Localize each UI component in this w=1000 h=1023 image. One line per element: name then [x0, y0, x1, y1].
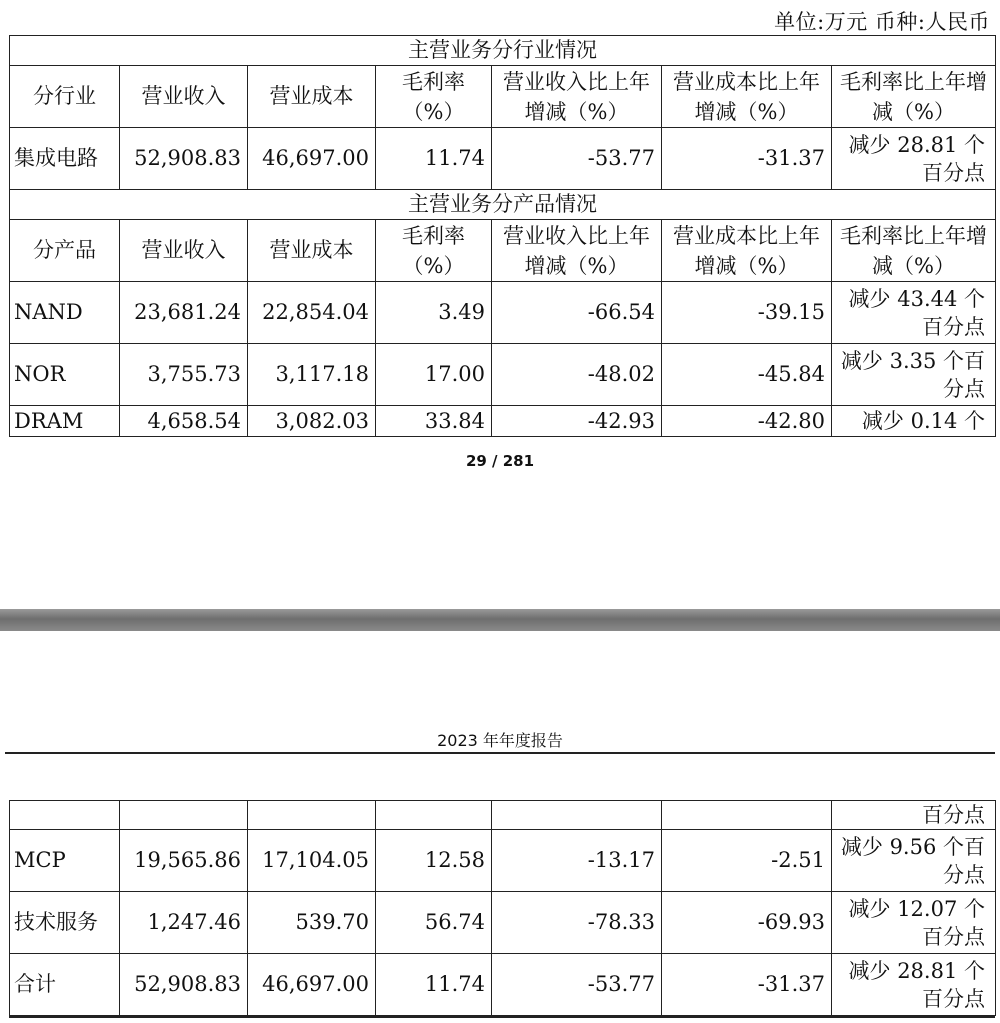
margin-cell: 17.00 — [376, 344, 492, 406]
table-row — [10, 344, 996, 406]
section-title-product: 主营业务分产品情况 — [10, 190, 996, 220]
cost-change-cell: -42.80 — [662, 406, 832, 437]
margin-change-cell: 减少 3.35 个百分点 — [832, 344, 996, 406]
header-cost-change: 营业成本比上年增减（%） — [662, 66, 832, 128]
header-margin-change: 毛利率比上年增减（%） — [832, 66, 996, 128]
table-row — [10, 406, 996, 437]
margin-change-cell: 减少 43.44 个百分点 — [832, 282, 996, 344]
row-name: 合计 — [10, 954, 120, 1016]
margin-cell: 3.49 — [376, 282, 492, 344]
table-row — [10, 128, 996, 190]
table-row — [10, 892, 996, 954]
cost-cell: 539.70 — [248, 892, 376, 954]
margin-change-cell: 减少 12.07 个百分点 — [832, 892, 996, 954]
cost-change-cell: -39.15 — [662, 282, 832, 344]
header-row-product — [10, 220, 996, 282]
header-row-industry — [10, 66, 996, 128]
report-header-title: 2023 年年度报告 — [437, 731, 563, 750]
revenue-cell: 4,658.54 — [120, 406, 248, 437]
margin-change-cell: 减少 28.81 个百分点 — [832, 954, 996, 1016]
revenue-cell: 1,247.46 — [120, 892, 248, 954]
revenue-change-cell: -78.33 — [492, 892, 662, 954]
revenue-cell: 52,908.83 — [120, 954, 248, 1016]
header-revenue-change: 营业收入比上年增减（%） — [492, 220, 662, 282]
revenue-change-cell: -53.77 — [492, 954, 662, 1016]
table-row — [10, 801, 996, 830]
table-row — [10, 954, 996, 1016]
margin-cell: 56.74 — [376, 892, 492, 954]
row-name: NAND — [10, 282, 120, 344]
cost-change-cell: -45.84 — [662, 344, 832, 406]
continuation-note: 百分点 — [832, 801, 996, 830]
page-break-divider — [0, 609, 1000, 631]
row-name: MCP — [10, 830, 120, 892]
cost-cell: 22,854.04 — [248, 282, 376, 344]
table-row — [10, 282, 996, 344]
table-bottom-rule — [9, 1016, 995, 1018]
margin-cell: 11.74 — [376, 128, 492, 190]
row-name: 技术服务 — [10, 892, 120, 954]
margin-change-cell: 减少 0.14 个 — [832, 406, 996, 437]
margin-cell: 12.58 — [376, 830, 492, 892]
section-title-industry: 主营业务分行业情况 — [10, 36, 996, 66]
header-revenue: 营业收入 — [120, 220, 248, 282]
main-business-table-page-29 — [9, 35, 996, 437]
revenue-change-cell: -48.02 — [492, 344, 662, 406]
row-name: DRAM — [10, 406, 120, 437]
header-revenue: 营业收入 — [120, 66, 248, 128]
margin-cell: 33.84 — [376, 406, 492, 437]
cost-change-cell: -2.51 — [662, 830, 832, 892]
revenue-cell: 19,565.86 — [120, 830, 248, 892]
cost-change-cell: -31.37 — [662, 128, 832, 190]
header-rule — [5, 752, 995, 754]
row-name: 集成电路 — [10, 128, 120, 190]
revenue-change-cell: -53.77 — [492, 128, 662, 190]
revenue-change-cell: -42.93 — [492, 406, 662, 437]
cost-cell: 3,117.18 — [248, 344, 376, 406]
cost-change-cell: -69.93 — [662, 892, 832, 954]
header-industry: 分行业 — [10, 66, 120, 128]
header-cost: 营业成本 — [248, 66, 376, 128]
margin-cell: 11.74 — [376, 954, 492, 1016]
header-margin: 毛利率（%） — [376, 66, 492, 128]
page-number: 29 / 281 — [465, 452, 535, 470]
main-business-table-continued — [9, 800, 996, 1016]
cost-cell: 46,697.00 — [248, 128, 376, 190]
header-revenue-change: 营业收入比上年增减（%） — [492, 66, 662, 128]
table-row — [10, 830, 996, 892]
header-cost: 营业成本 — [248, 220, 376, 282]
revenue-change-cell: -13.17 — [492, 830, 662, 892]
revenue-cell: 3,755.73 — [120, 344, 248, 406]
header-margin-change: 毛利率比上年增减（%） — [832, 220, 996, 282]
header-margin: 毛利率（%） — [376, 220, 492, 282]
header-cost-change: 营业成本比上年增减（%） — [662, 220, 832, 282]
row-name: NOR — [10, 344, 120, 406]
cost-cell: 3,082.03 — [248, 406, 376, 437]
margin-change-cell: 减少 28.81 个百分点 — [832, 128, 996, 190]
margin-change-cell: 减少 9.56 个百分点 — [832, 830, 996, 892]
unit-currency-label: 单位:万元 币种:人民币 — [774, 10, 990, 34]
cost-cell: 46,697.00 — [248, 954, 376, 1016]
cost-cell: 17,104.05 — [248, 830, 376, 892]
cost-change-cell: -31.37 — [662, 954, 832, 1016]
revenue-change-cell: -66.54 — [492, 282, 662, 344]
revenue-cell: 23,681.24 — [120, 282, 248, 344]
revenue-cell: 52,908.83 — [120, 128, 248, 190]
header-product: 分产品 — [10, 220, 120, 282]
